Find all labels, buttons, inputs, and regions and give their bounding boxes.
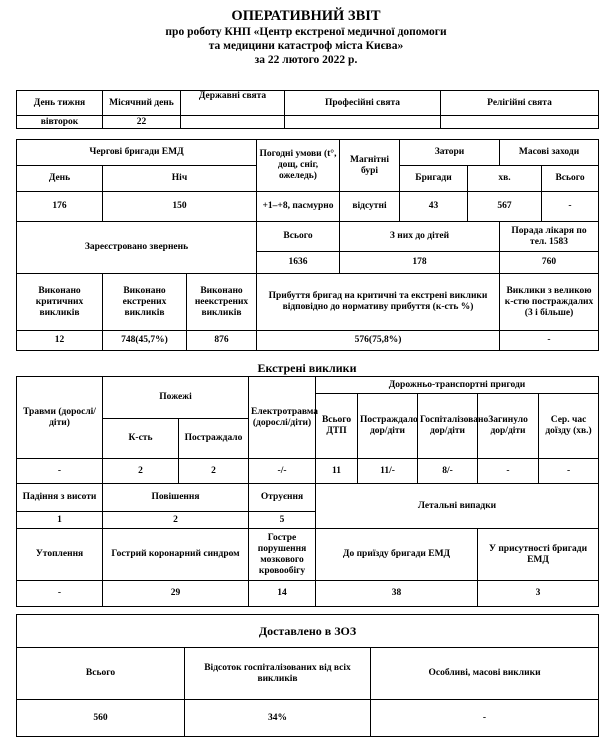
mass-events-label: Масові заходи (500, 140, 599, 166)
injuries-value: - (17, 459, 103, 484)
brigades-label: Чергові бригади ЕМД (17, 140, 257, 166)
brigades-night-value: 150 (103, 192, 257, 222)
special-calls-value: - (371, 700, 599, 737)
brigades-night-label: Ніч (103, 166, 257, 192)
dtp-total-label: Всього ДТП (316, 394, 358, 459)
falls-label: Падіння з висоти (17, 484, 103, 512)
stroke-label: Гостре порушення мозкового кровообігу (249, 529, 316, 581)
emergency-calls-table (16, 376, 599, 607)
delivered-total-label: Всього (17, 648, 185, 700)
fires-count-value: 2 (103, 459, 179, 484)
hanging-value: 2 (103, 512, 249, 529)
critical-calls-label: Виконано критичних викликів (17, 274, 103, 331)
poison-value: 5 (249, 512, 316, 529)
arrival-label: Прибуття бригад на критичні та екстрені виклики відповідно до нормативу прибуття (к-сть %) (257, 274, 500, 331)
stroke-value: 14 (249, 581, 316, 607)
doctor-advice-label: Порада лікаря по тел. 1583 (500, 222, 599, 252)
fires-victims-value: 2 (179, 459, 249, 484)
presence-label: У присутності бригади ЕМД (478, 529, 599, 581)
weather-value: +1–+8, пасмурно (257, 192, 340, 222)
delays-minutes-value: 567 (468, 192, 542, 222)
emergency-calls-title: Екстрені виклики (257, 361, 357, 375)
nonemergency-calls-label: Виконано неекстрених викликів (187, 274, 257, 331)
mass-total-value: - (542, 192, 599, 222)
traffic-label: Дорожньо-транспортні пригоди (316, 377, 599, 394)
relig-holidays-label: Релігійні свята (441, 91, 599, 116)
drowning-label: Утоплення (17, 529, 103, 581)
before-arrival-label: До приїзду бригади ЕМД (316, 529, 478, 581)
prof-holidays-label: Професійні свята (285, 91, 441, 116)
weekday-label: День тижня (17, 91, 103, 116)
falls-value: 1 (17, 512, 103, 529)
report-date: за 22 лютого 2022 р. (254, 54, 358, 66)
nonemergency-calls-value: 876 (187, 331, 257, 351)
doctor-advice-value: 760 (500, 252, 599, 274)
state-holidays-label: Державні свята (181, 91, 285, 116)
relig-holidays-value (441, 116, 599, 129)
dtp-dead-value: - (478, 459, 539, 484)
fires-count-label: К-сть (103, 419, 179, 459)
operations-table (16, 139, 599, 351)
poison-label: Отруєння (249, 484, 316, 512)
appeals-total-value: 1636 (257, 252, 340, 274)
delays-brigades-value: 43 (400, 192, 468, 222)
presence-value: 3 (478, 581, 599, 607)
dtp-time-label: Сер. час доїзду (хв.) (539, 394, 599, 459)
appeals-label: Зареєстровано звернень (17, 222, 257, 274)
state-holidays-value (181, 116, 285, 129)
fires-victims-label: Постраждало (179, 419, 249, 459)
dtp-hosp-label: Госпіталізовано дор/діти (418, 394, 478, 459)
appeals-children-value: 178 (340, 252, 500, 274)
report-title: ОПЕРАТИВНИЙ ЗВІТ (231, 8, 381, 24)
fires-label: Пожежі (103, 377, 249, 419)
report-subtitle (0, 25, 612, 67)
dtp-victims-value: 11/- (358, 459, 418, 484)
magnetic-value: відсутні (340, 192, 400, 222)
delivered-percent-value: 34% (185, 700, 371, 737)
appeals-children-label: З них до дітей (340, 222, 500, 252)
magnetic-label: Магнітні бурі (340, 140, 400, 192)
delays-label: Затори (400, 140, 500, 166)
dtp-total-value: 11 (316, 459, 358, 484)
dtp-hosp-value: 8/- (418, 459, 478, 484)
day-info-table (16, 90, 599, 129)
drowning-value: - (17, 581, 103, 607)
monthday-label: Місячний день (103, 91, 181, 116)
delivered-table (16, 614, 599, 737)
dtp-time-value: - (539, 459, 599, 484)
brigades-day-value: 176 (17, 192, 103, 222)
coronary-value: 29 (103, 581, 249, 607)
arrival-value: 576(75,8%) (257, 331, 500, 351)
injuries-label: Травми (дорослі/діти) (17, 377, 103, 459)
emergency-calls-value: 748(45,7%) (103, 331, 187, 351)
delays-brigades-label: Бригади (400, 166, 468, 192)
delivered-title: Доставлено в ЗОЗ (17, 615, 599, 648)
weather-label: Погодні умови (t°, дощ, сніг, ожеледь) (257, 140, 340, 192)
dtp-dead-label: Загинуло дор/діти (478, 394, 539, 459)
hanging-label: Повішення (103, 484, 249, 512)
delays-minutes-label: хв. (468, 166, 542, 192)
special-calls-label: Особливі, масові виклики (371, 648, 599, 700)
before-arrival-value: 38 (316, 581, 478, 607)
prof-holidays-value (285, 116, 441, 129)
delivered-total-value: 560 (17, 700, 185, 737)
subtitle-line-1: про роботу КНП «Центр екстреної медичної допомоги (165, 26, 447, 38)
delivered-percent-label: Відсоток госпіталізованих від всіх викликів (185, 648, 371, 700)
large-calls-value: - (500, 331, 599, 351)
emergency-calls-label: Виконано екстрених викликів (103, 274, 187, 331)
coronary-label: Гострий коронарний синдром (103, 529, 249, 581)
electro-value: -/- (249, 459, 316, 484)
monthday-value: 22 (103, 116, 181, 129)
brigades-day-label: День (17, 166, 103, 192)
subtitle-line-2: та медицини катастроф міста Києва» (208, 40, 404, 52)
dtp-victims-label: Постраждало дор/діти (358, 394, 418, 459)
weekday-value: вівторок (17, 116, 103, 129)
critical-calls-value: 12 (17, 331, 103, 351)
electro-label: Електротравма (дорослі/діти) (249, 377, 316, 459)
lethal-label: Летальні випадки (316, 484, 599, 529)
appeals-total-label: Всього (257, 222, 340, 252)
large-calls-label: Виклики з великою к-стю постраждалих (3 і більше) (500, 274, 599, 331)
mass-total-label: Всього (542, 166, 599, 192)
